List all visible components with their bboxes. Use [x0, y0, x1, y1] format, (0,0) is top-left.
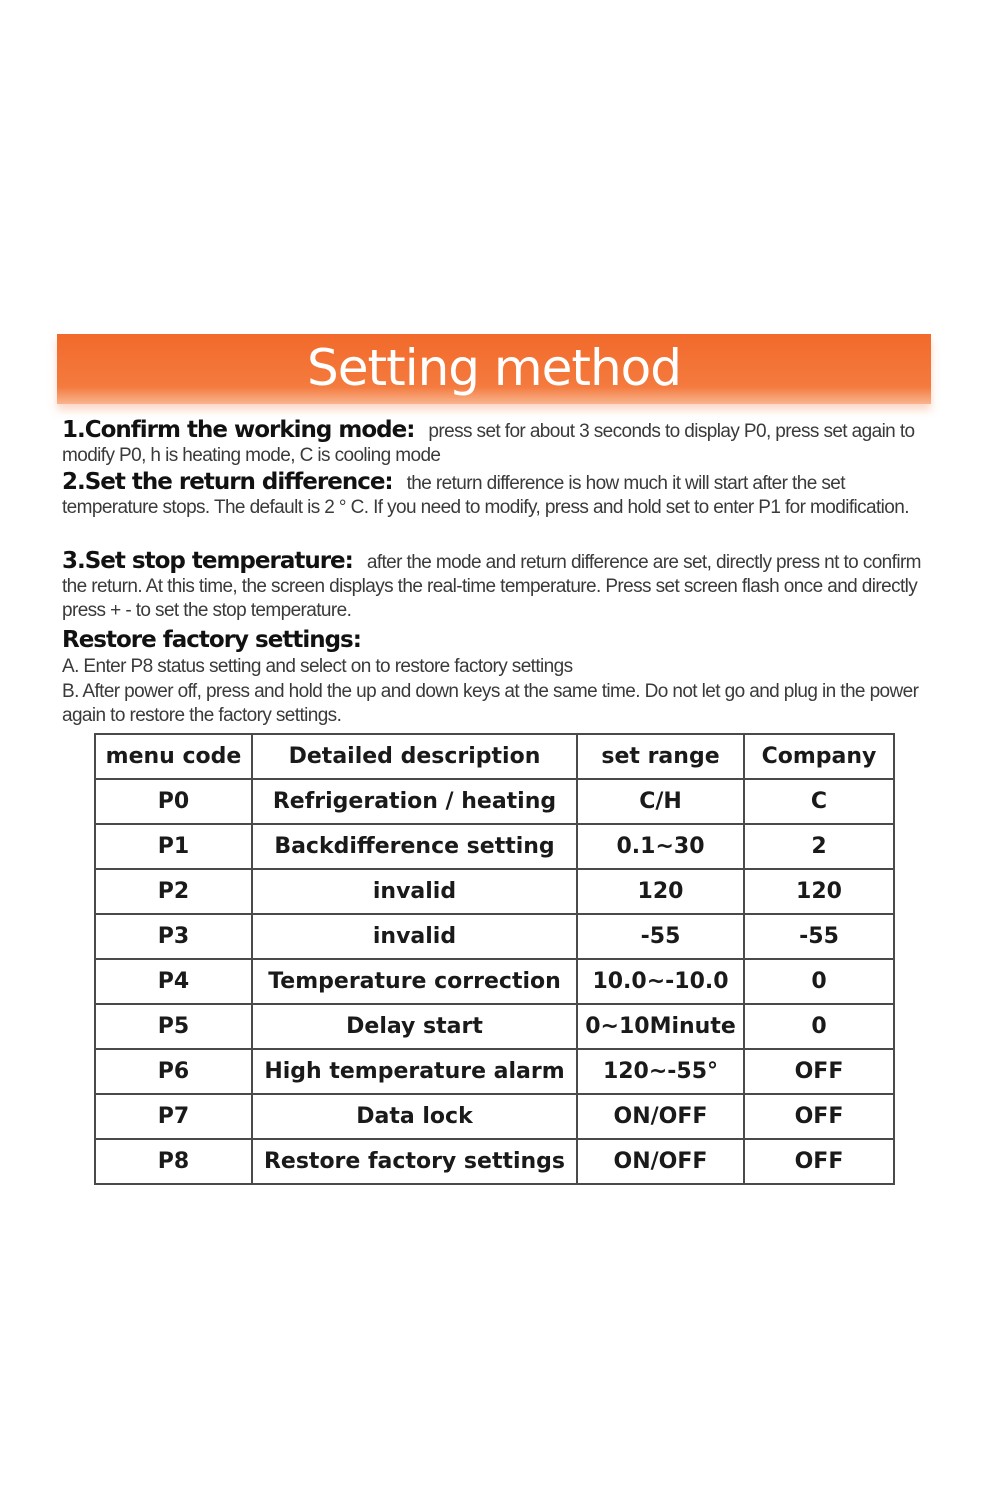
cell-menu-code: P5 [95, 1004, 252, 1049]
cell-description: Backdifference setting [252, 824, 577, 869]
cell-menu-code: P3 [95, 914, 252, 959]
cell-menu-code: P7 [95, 1094, 252, 1139]
cell-menu-code: P8 [95, 1139, 252, 1184]
cell-set-range: -55 [577, 914, 744, 959]
section-restore-factory [62, 628, 932, 728]
cell-company: 2 [744, 824, 894, 869]
cell-set-range: ON/OFF [577, 1139, 744, 1184]
cell-description: Delay start [252, 1004, 577, 1049]
cell-set-range: 0.1~30 [577, 824, 744, 869]
cell-description: invalid [252, 914, 577, 959]
cell-description: Temperature correction [252, 959, 577, 1004]
cell-description: invalid [252, 869, 577, 914]
section-stop-temperature [62, 549, 932, 623]
parameter-table [94, 733, 895, 1185]
cell-menu-code: P4 [95, 959, 252, 1004]
section-heading: 2.Set the return difference: [62, 469, 393, 495]
cell-description: Refrigeration / heating [252, 779, 577, 824]
cell-company: -55 [744, 914, 894, 959]
cell-menu-code: P2 [95, 869, 252, 914]
cell-company: 0 [744, 959, 894, 1004]
cell-set-range: ON/OFF [577, 1094, 744, 1139]
cell-set-range: 120~-55° [577, 1049, 744, 1094]
cell-company: 120 [744, 869, 894, 914]
section-text: after the mode and return difference are set, directly press nt to confirm the return. At this time, the screen displays the real-time temperature. Press set screen flash once and directly press + - to set the stop temperature. [62, 552, 921, 621]
header-set-range: set range [577, 734, 744, 779]
table-row [95, 959, 894, 1004]
section-return-difference [62, 470, 932, 520]
cell-description: Restore factory settings [252, 1139, 577, 1184]
cell-set-range: 120 [577, 869, 744, 914]
table-row [95, 1139, 894, 1184]
section-working-mode [62, 418, 932, 468]
cell-description: High temperature alarm [252, 1049, 577, 1094]
cell-company: OFF [744, 1139, 894, 1184]
table-row [95, 869, 894, 914]
cell-set-range: 10.0~-10.0 [577, 959, 744, 1004]
table-row [95, 1049, 894, 1094]
title-banner [57, 334, 931, 404]
section-text: the return difference is how much it will start after the set temperature stops. The default is 2 ° C. If you need to modify, press and hold set to enter P1 for modification. [62, 473, 909, 518]
cell-set-range: C/H [577, 779, 744, 824]
cell-menu-code: P6 [95, 1049, 252, 1094]
table-row [95, 1094, 894, 1139]
section-heading: 1.Confirm the working mode: [62, 417, 415, 443]
cell-menu-code: P0 [95, 779, 252, 824]
header-description: Detailed description [252, 734, 577, 779]
header-company: Company [744, 734, 894, 779]
cell-company: C [744, 779, 894, 824]
table-header-row [95, 734, 894, 779]
section-heading: Restore factory settings: [62, 627, 361, 653]
restore-line-a: A. Enter P8 status setting and select on to restore factory settings [62, 656, 573, 677]
table-row [95, 824, 894, 869]
cell-set-range: 0~10Minute [577, 1004, 744, 1049]
section-heading: 3.Set stop temperature: [62, 548, 353, 574]
cell-company: OFF [744, 1049, 894, 1094]
section-text: press set for about 3 seconds to display P0, press set again to modify P0, h is heating mode, C is cooling mode [62, 421, 915, 466]
cell-description: Data lock [252, 1094, 577, 1139]
table-row [95, 779, 894, 824]
page-title: Setting method [306, 339, 681, 397]
cell-company: OFF [744, 1094, 894, 1139]
header-menu-code: menu code [95, 734, 252, 779]
cell-menu-code: P1 [95, 824, 252, 869]
table-row [95, 1004, 894, 1049]
cell-company: 0 [744, 1004, 894, 1049]
restore-line-b: B. After power off, press and hold the up and down keys at the same time. Do not let go and plug in the power again to restore the factory settings. [62, 681, 919, 726]
table-row [95, 914, 894, 959]
